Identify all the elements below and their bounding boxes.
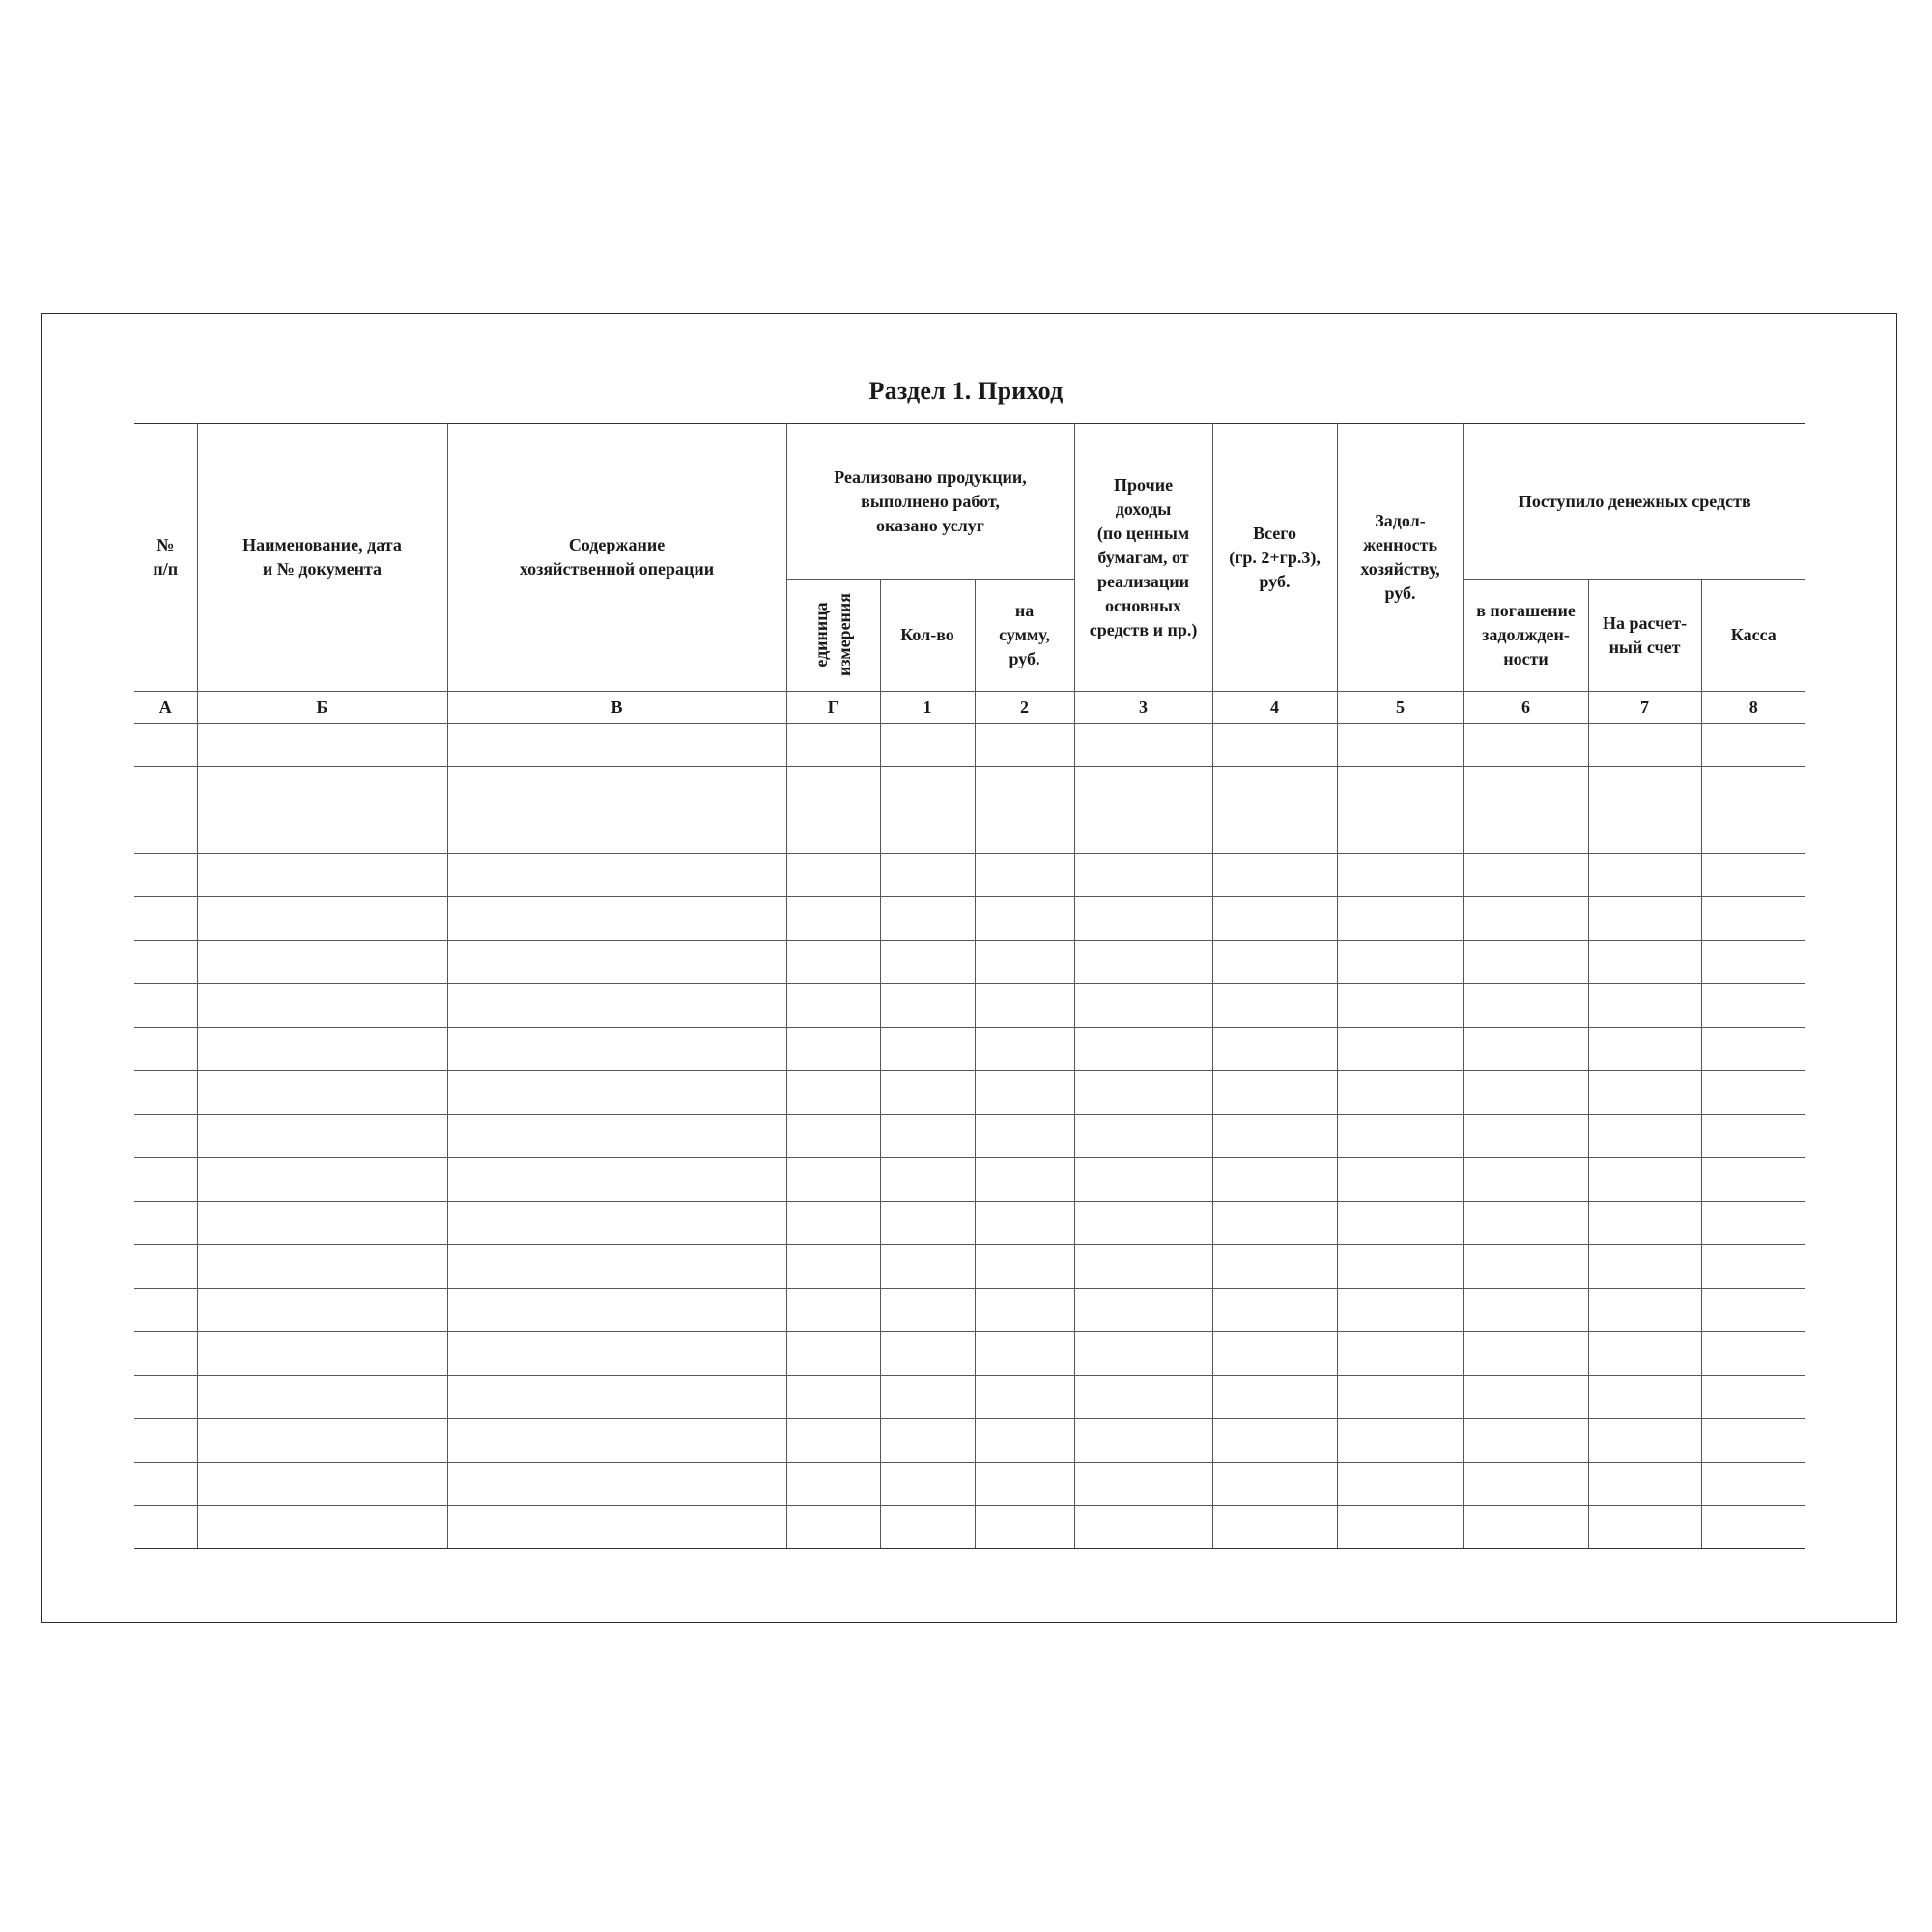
table-cell xyxy=(1212,810,1337,854)
table-cell xyxy=(880,1115,975,1158)
column-code: Б xyxy=(197,692,447,724)
table-cell xyxy=(1212,941,1337,984)
table-cell xyxy=(880,1245,975,1289)
table-cell xyxy=(134,810,197,854)
table-cell xyxy=(1074,1463,1212,1506)
table-cell xyxy=(1588,854,1701,897)
table-cell xyxy=(447,724,786,767)
table-row xyxy=(134,1463,1805,1506)
table-cell xyxy=(1463,897,1588,941)
table-cell xyxy=(1074,1506,1212,1549)
table-cell xyxy=(1074,1158,1212,1202)
table-cell xyxy=(1337,1028,1463,1071)
table-cell xyxy=(1074,1202,1212,1245)
column-code: 1 xyxy=(880,692,975,724)
table-cell xyxy=(1463,1158,1588,1202)
table-cell xyxy=(1337,1289,1463,1332)
table-cell xyxy=(1588,897,1701,941)
table-cell xyxy=(1074,1376,1212,1419)
table-cell xyxy=(880,1289,975,1332)
table-cell xyxy=(447,1115,786,1158)
table-cell xyxy=(1212,854,1337,897)
table-cell xyxy=(447,941,786,984)
header-unit-cell xyxy=(786,580,880,692)
header-unit: единица измерения xyxy=(811,592,855,677)
table-cell xyxy=(786,767,880,810)
table-cell xyxy=(786,1463,880,1506)
table-cell xyxy=(1212,1506,1337,1549)
table-cell xyxy=(880,897,975,941)
table-cell xyxy=(447,1028,786,1071)
column-code: В xyxy=(447,692,786,724)
table-cell xyxy=(1212,767,1337,810)
table-cell xyxy=(786,1506,880,1549)
table-cell xyxy=(1463,1463,1588,1506)
table-cell xyxy=(197,1028,447,1071)
table-row xyxy=(134,1419,1805,1463)
table-cell xyxy=(1701,1245,1805,1289)
table-cell xyxy=(975,767,1074,810)
table-cell xyxy=(880,810,975,854)
table-cell xyxy=(975,1376,1074,1419)
table-row xyxy=(134,767,1805,810)
table-row xyxy=(134,1028,1805,1071)
table-cell xyxy=(975,1289,1074,1332)
table-cell xyxy=(975,1506,1074,1549)
column-code: 2 xyxy=(975,692,1074,724)
table-cell xyxy=(197,897,447,941)
column-code: 3 xyxy=(1074,692,1212,724)
table-cell xyxy=(1701,1376,1805,1419)
table-row xyxy=(134,1332,1805,1376)
table-cell xyxy=(975,1463,1074,1506)
table-cell xyxy=(447,1289,786,1332)
table-cell xyxy=(1463,767,1588,810)
header-row-number: № п/п xyxy=(134,424,197,692)
table-cell xyxy=(786,941,880,984)
table-cell xyxy=(1588,1028,1701,1071)
table-cell xyxy=(1074,810,1212,854)
table-cell xyxy=(1337,1158,1463,1202)
column-code: Г xyxy=(786,692,880,724)
table-cell xyxy=(975,941,1074,984)
table-cell xyxy=(1588,1463,1701,1506)
table-cell xyxy=(134,1028,197,1071)
table-cell xyxy=(134,984,197,1028)
table-cell xyxy=(134,724,197,767)
column-code: А xyxy=(134,692,197,724)
table-cell xyxy=(786,810,880,854)
table-cell xyxy=(1212,1028,1337,1071)
table-cell xyxy=(1463,724,1588,767)
table-cell xyxy=(134,854,197,897)
table-cell xyxy=(134,1158,197,1202)
table-cell xyxy=(975,1419,1074,1463)
table-cell xyxy=(1337,1115,1463,1158)
table-row xyxy=(134,1245,1805,1289)
table-cell xyxy=(880,1332,975,1376)
table-cell xyxy=(197,1419,447,1463)
table-cell xyxy=(1463,941,1588,984)
table-cell xyxy=(786,1115,880,1158)
table-cell xyxy=(1074,1289,1212,1332)
table-cell xyxy=(975,1158,1074,1202)
header-received-funds: Поступило денежных средств xyxy=(1463,424,1805,580)
table-cell xyxy=(1463,1245,1588,1289)
table-cell xyxy=(786,1071,880,1115)
table-cell xyxy=(1588,810,1701,854)
table-cell xyxy=(1463,1332,1588,1376)
table-cell xyxy=(1212,1376,1337,1419)
table-cell xyxy=(134,897,197,941)
table-cell xyxy=(1337,897,1463,941)
table-cell xyxy=(1701,1289,1805,1332)
table-cell xyxy=(447,1071,786,1115)
table-cell xyxy=(1588,1202,1701,1245)
table-cell xyxy=(880,1202,975,1245)
header-realized: Реализовано продукции, выполнено работ, оказано услуг xyxy=(786,424,1074,580)
table-cell xyxy=(1588,1506,1701,1549)
table-cell xyxy=(1212,1463,1337,1506)
table-cell xyxy=(1074,941,1212,984)
table-cell xyxy=(786,897,880,941)
table-cell xyxy=(880,854,975,897)
table-cell xyxy=(1212,984,1337,1028)
table-cell xyxy=(197,941,447,984)
table-cell xyxy=(1701,1028,1805,1071)
table-cell xyxy=(197,984,447,1028)
table-cell xyxy=(880,941,975,984)
table-cell xyxy=(1463,1202,1588,1245)
table-cell xyxy=(447,1158,786,1202)
table-cell xyxy=(786,1202,880,1245)
table-cell xyxy=(1588,984,1701,1028)
table-cell xyxy=(1212,1202,1337,1245)
table-cell xyxy=(197,1506,447,1549)
table-cell xyxy=(1074,897,1212,941)
table-cell xyxy=(1212,1115,1337,1158)
table-cell xyxy=(197,767,447,810)
table-cell xyxy=(1588,1332,1701,1376)
table-cell xyxy=(1701,1202,1805,1245)
table-cell xyxy=(786,1332,880,1376)
table-cell xyxy=(1337,810,1463,854)
table-cell xyxy=(197,1332,447,1376)
table-cell xyxy=(1074,1115,1212,1158)
table-cell xyxy=(880,1419,975,1463)
table-cell xyxy=(134,1419,197,1463)
header-bank-account: На расчет- ный счет xyxy=(1588,580,1701,692)
header-document: Наименование, дата и № документа xyxy=(197,424,447,692)
table-cell xyxy=(447,1245,786,1289)
table-cell xyxy=(1212,1419,1337,1463)
table-cell xyxy=(1701,810,1805,854)
table-cell xyxy=(1212,1332,1337,1376)
table-cell xyxy=(1588,941,1701,984)
table-row xyxy=(134,810,1805,854)
table-cell xyxy=(1701,1115,1805,1158)
table-cell xyxy=(1701,1463,1805,1506)
table-row xyxy=(134,1071,1805,1115)
table-cell xyxy=(1463,1419,1588,1463)
table-row xyxy=(134,897,1805,941)
table-cell xyxy=(1212,1245,1337,1289)
table-cell xyxy=(447,1419,786,1463)
table-cell xyxy=(447,1463,786,1506)
table-cell xyxy=(880,1506,975,1549)
table-cell xyxy=(1337,1419,1463,1463)
table-cell xyxy=(1588,1419,1701,1463)
table-cell xyxy=(1074,1419,1212,1463)
table-cell xyxy=(1212,1158,1337,1202)
header-sum: на сумму, руб. xyxy=(975,580,1074,692)
table-cell xyxy=(975,810,1074,854)
table-cell xyxy=(975,897,1074,941)
column-code: 8 xyxy=(1701,692,1805,724)
table-cell xyxy=(1701,984,1805,1028)
table-cell xyxy=(1074,1245,1212,1289)
table-cell xyxy=(1212,1289,1337,1332)
table-row xyxy=(134,1202,1805,1245)
table-cell xyxy=(786,854,880,897)
table-cell xyxy=(1701,1158,1805,1202)
table-row xyxy=(134,984,1805,1028)
table-cell xyxy=(880,984,975,1028)
table-cell xyxy=(975,1028,1074,1071)
income-ledger-table xyxy=(134,423,1805,1549)
table-cell xyxy=(447,1332,786,1376)
table-cell xyxy=(1337,1245,1463,1289)
table-cell xyxy=(134,1071,197,1115)
table-cell xyxy=(786,724,880,767)
table-cell xyxy=(1074,984,1212,1028)
table-cell xyxy=(1337,941,1463,984)
table-cell xyxy=(1701,1071,1805,1115)
table-cell xyxy=(880,1028,975,1071)
table-row xyxy=(134,724,1805,767)
table-cell xyxy=(1701,1419,1805,1463)
table-cell xyxy=(880,767,975,810)
table-row xyxy=(134,941,1805,984)
table-cell xyxy=(1588,1245,1701,1289)
table-cell xyxy=(134,1376,197,1419)
table-cell xyxy=(1074,1071,1212,1115)
table-cell xyxy=(134,767,197,810)
table-cell xyxy=(1701,1332,1805,1376)
column-code: 4 xyxy=(1212,692,1337,724)
table-cell xyxy=(1463,1506,1588,1549)
column-codes-row xyxy=(134,692,1805,724)
header-quantity: Кол-во xyxy=(880,580,975,692)
table-cell xyxy=(134,1506,197,1549)
table-cell xyxy=(786,984,880,1028)
table-cell xyxy=(1212,724,1337,767)
table-cell xyxy=(447,1202,786,1245)
table-cell xyxy=(447,854,786,897)
table-cell xyxy=(1588,724,1701,767)
table-cell xyxy=(134,1202,197,1245)
table-cell xyxy=(197,724,447,767)
table-cell xyxy=(1337,1071,1463,1115)
table-cell xyxy=(1701,1506,1805,1549)
table-cell xyxy=(1701,767,1805,810)
table-cell xyxy=(975,1202,1074,1245)
table-cell xyxy=(975,1245,1074,1289)
table-cell xyxy=(447,1376,786,1419)
table-cell xyxy=(786,1289,880,1332)
table-cell xyxy=(197,1071,447,1115)
table-cell xyxy=(880,724,975,767)
table-cell xyxy=(197,854,447,897)
table-cell xyxy=(1337,724,1463,767)
column-code: 6 xyxy=(1463,692,1588,724)
table-row xyxy=(134,1376,1805,1419)
table-row xyxy=(134,1289,1805,1332)
table-cell xyxy=(1463,1115,1588,1158)
table-cell xyxy=(134,1463,197,1506)
table-cell xyxy=(447,767,786,810)
table-cell xyxy=(786,1245,880,1289)
table-cell xyxy=(880,1376,975,1419)
table-cell xyxy=(447,1506,786,1549)
table-cell xyxy=(197,1289,447,1332)
table-cell xyxy=(1463,984,1588,1028)
column-code: 5 xyxy=(1337,692,1463,724)
table-cell xyxy=(1074,1028,1212,1071)
table-cell xyxy=(1337,1202,1463,1245)
table-cell xyxy=(1463,854,1588,897)
table-cell xyxy=(134,1245,197,1289)
table-row xyxy=(134,1115,1805,1158)
table-cell xyxy=(880,1071,975,1115)
table-cell xyxy=(1588,1115,1701,1158)
table-cell xyxy=(197,810,447,854)
table-cell xyxy=(197,1115,447,1158)
table-cell xyxy=(975,1071,1074,1115)
table-cell xyxy=(1463,1376,1588,1419)
table-cell xyxy=(880,1463,975,1506)
table-cell xyxy=(1588,767,1701,810)
table-cell xyxy=(1588,1289,1701,1332)
table-cell xyxy=(1701,854,1805,897)
table-cell xyxy=(197,1376,447,1419)
table-cell xyxy=(1074,1332,1212,1376)
table-cell xyxy=(1588,1158,1701,1202)
table-cell xyxy=(1588,1071,1701,1115)
table-cell xyxy=(1463,810,1588,854)
table-cell xyxy=(975,854,1074,897)
table-cell xyxy=(786,1376,880,1419)
header-other-income: Прочие доходы (по ценным бумагам, от реализации основных средств и пр.) xyxy=(1074,424,1212,692)
table-cell xyxy=(1463,1071,1588,1115)
table-cell xyxy=(134,941,197,984)
table-cell xyxy=(1337,984,1463,1028)
table-cell xyxy=(447,810,786,854)
table-cell xyxy=(786,1419,880,1463)
table-cell xyxy=(197,1202,447,1245)
table-cell xyxy=(197,1245,447,1289)
table-cell xyxy=(1337,1332,1463,1376)
table-row xyxy=(134,854,1805,897)
table-cell xyxy=(1588,1376,1701,1419)
section-title: Раздел 1. Приход xyxy=(868,377,1064,405)
table-cell xyxy=(975,1332,1074,1376)
table-row xyxy=(134,1506,1805,1549)
table-cell xyxy=(134,1332,197,1376)
header-operation-content: Содержание хозяйственной операции xyxy=(447,424,786,692)
table-cell xyxy=(197,1463,447,1506)
header-cash: Касса xyxy=(1701,580,1805,692)
table-cell xyxy=(1212,1071,1337,1115)
table-cell xyxy=(975,724,1074,767)
header-debt: Задол- женность хозяйству, руб. xyxy=(1337,424,1463,692)
table-cell xyxy=(1212,897,1337,941)
table-cell xyxy=(1701,897,1805,941)
table-cell xyxy=(975,1115,1074,1158)
header-debt-repayment: в погашение задолжден- ности xyxy=(1463,580,1588,692)
table-cell xyxy=(1337,1376,1463,1419)
table-row xyxy=(134,1158,1805,1202)
header-total: Всего (гр. 2+гр.3), руб. xyxy=(1212,424,1337,692)
table-cell xyxy=(134,1289,197,1332)
table-cell xyxy=(1701,941,1805,984)
table-cell xyxy=(1463,1028,1588,1071)
table-cell xyxy=(1074,724,1212,767)
table-cell xyxy=(1074,767,1212,810)
table-cell xyxy=(1337,1463,1463,1506)
table-cell xyxy=(1337,854,1463,897)
table-cell xyxy=(786,1028,880,1071)
table-cell xyxy=(134,1115,197,1158)
table-cell xyxy=(1337,1506,1463,1549)
table-cell xyxy=(1074,854,1212,897)
table-cell xyxy=(786,1158,880,1202)
table-cell xyxy=(1701,724,1805,767)
table-cell xyxy=(447,984,786,1028)
table-cell xyxy=(975,984,1074,1028)
table-cell xyxy=(1463,1289,1588,1332)
table-cell xyxy=(880,1158,975,1202)
table-cell xyxy=(1337,767,1463,810)
table-cell xyxy=(197,1158,447,1202)
table-cell xyxy=(447,897,786,941)
column-code: 7 xyxy=(1588,692,1701,724)
